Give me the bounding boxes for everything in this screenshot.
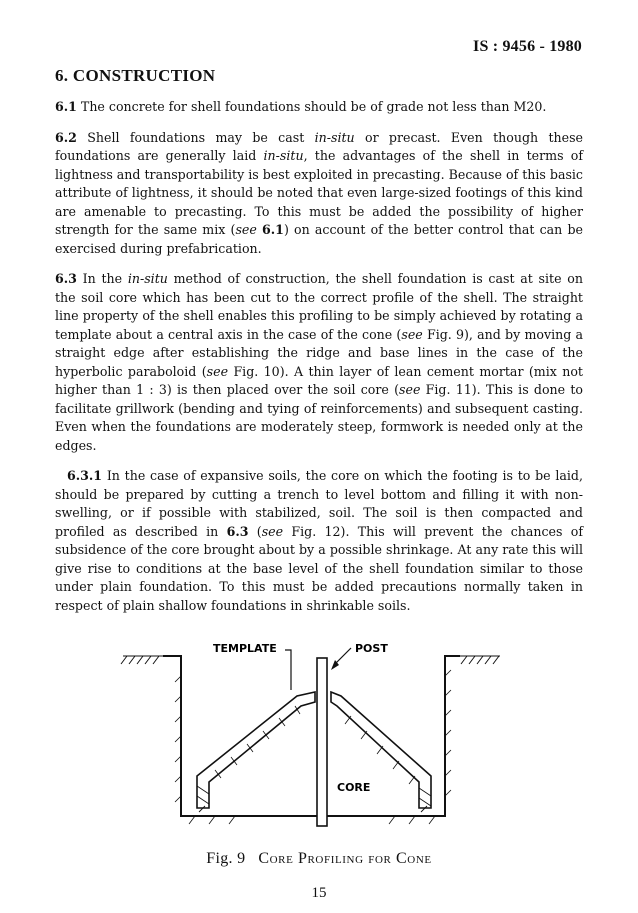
see-reference: see (206, 363, 229, 379)
text-run: In the case of expansive soils, the core on which the footing is to be laid, should be prepared by cutting a trench to level bottom and filling it with non-swelling, or if possible with stabilized, soil. The soil is then compacted and profiled as described in (55, 468, 583, 539)
post-label: POST (355, 642, 388, 655)
clause-number: 6.2 (55, 129, 77, 145)
text-run: Fig. 12). This will prevent the chances of subsidence of the core brought about by a possible shrinkage. At any rate this will give rise to conditions at the base level of the shell foundation similar to those under plain foundation. To this must be added precautions normally taken in respect of plain shallow foundations in shrinkable soils. (55, 523, 583, 613)
text-run: Fig. 10). A thin layer of lean cement mortar (mix not higher than 1 : 3) is then placed over the soil core ( (55, 363, 583, 397)
paragraph-6-1 (55, 98, 583, 117)
core-profiling-figure (105, 636, 535, 836)
text-run: Fig. 11). This is done to facilitate grillwork (bending and tying of reinforcements) and subsequent casting. Even when the foundations are moderately steep, formwork is needed only at the edges. (55, 382, 583, 453)
clause-number: 6.3.1 (67, 468, 103, 483)
ground-hatch-right (460, 656, 500, 664)
clause-reference: 6.3 (226, 523, 249, 539)
figure-number: Fig. 9 (206, 850, 246, 867)
section-heading: 6. CONSTRUCTION (55, 66, 216, 85)
italic-term: in-situ (314, 129, 355, 145)
template-leader-line (285, 650, 291, 690)
text-run: or precast. Even though these foundations are generally laid (55, 129, 583, 163)
clause-number: 6.1 (55, 99, 77, 114)
body-text (55, 98, 583, 627)
italic-term: in-situ (263, 148, 304, 163)
see-reference: see (261, 523, 284, 539)
text-run: , the advantages of the shell in terms of lightness and transportability is best exploited in precasting. Because of this basic attribute of lightness, it should be noted that even large-sized footings of this kind are amenable to precasting. To this must be added the possibility of higher strength for the same mix ( (55, 148, 583, 237)
text-run: ( (248, 523, 262, 539)
core-label: CORE (337, 781, 371, 794)
clause-reference: 6.1 (262, 222, 284, 237)
figure-title: Core Profiling for Cone (258, 850, 432, 867)
footing-hatch (197, 806, 431, 812)
paragraph-text: The concrete for shell foundations should be of grade not less than M20. (76, 99, 547, 114)
template-label: TEMPLATE (213, 642, 277, 655)
text-run: ) on account of the better control that can be exercised during prefabrication. (55, 222, 583, 256)
post-leader-line (335, 648, 351, 664)
standard-number-header: IS : 9456 - 1980 (473, 38, 582, 55)
page-number: 15 (311, 885, 327, 901)
see-reference: see (401, 326, 423, 342)
text-run: In the (76, 271, 128, 286)
paragraph-6-3 (55, 270, 583, 455)
figure-caption (0, 850, 638, 868)
paragraph-6-2 (55, 129, 583, 259)
see-reference: see (399, 382, 421, 397)
shell-hatch-left (197, 706, 300, 804)
italic-term: in-situ (127, 271, 168, 286)
paragraph-6-3-1 (55, 467, 583, 615)
ground-hatch-left (121, 656, 163, 664)
see-reference: see (235, 222, 257, 237)
text-run: Fig. 9), and by moving a straight edge after establishing the ridge and base lines in the case of the hyperbolic paraboloid ( (55, 326, 584, 379)
central-post (317, 658, 327, 826)
clause-number: 6.3 (55, 271, 77, 286)
text-run: method of construction, the shell foundation is cast at site on the soil core which has been cut to the correct profile of the shell. The straight line property of the shell enables this profiling to be simply achieved by rotating a template about a central axis in the case of the cone ( (55, 271, 583, 342)
text-run: Shell foundations may be cast (76, 129, 315, 145)
